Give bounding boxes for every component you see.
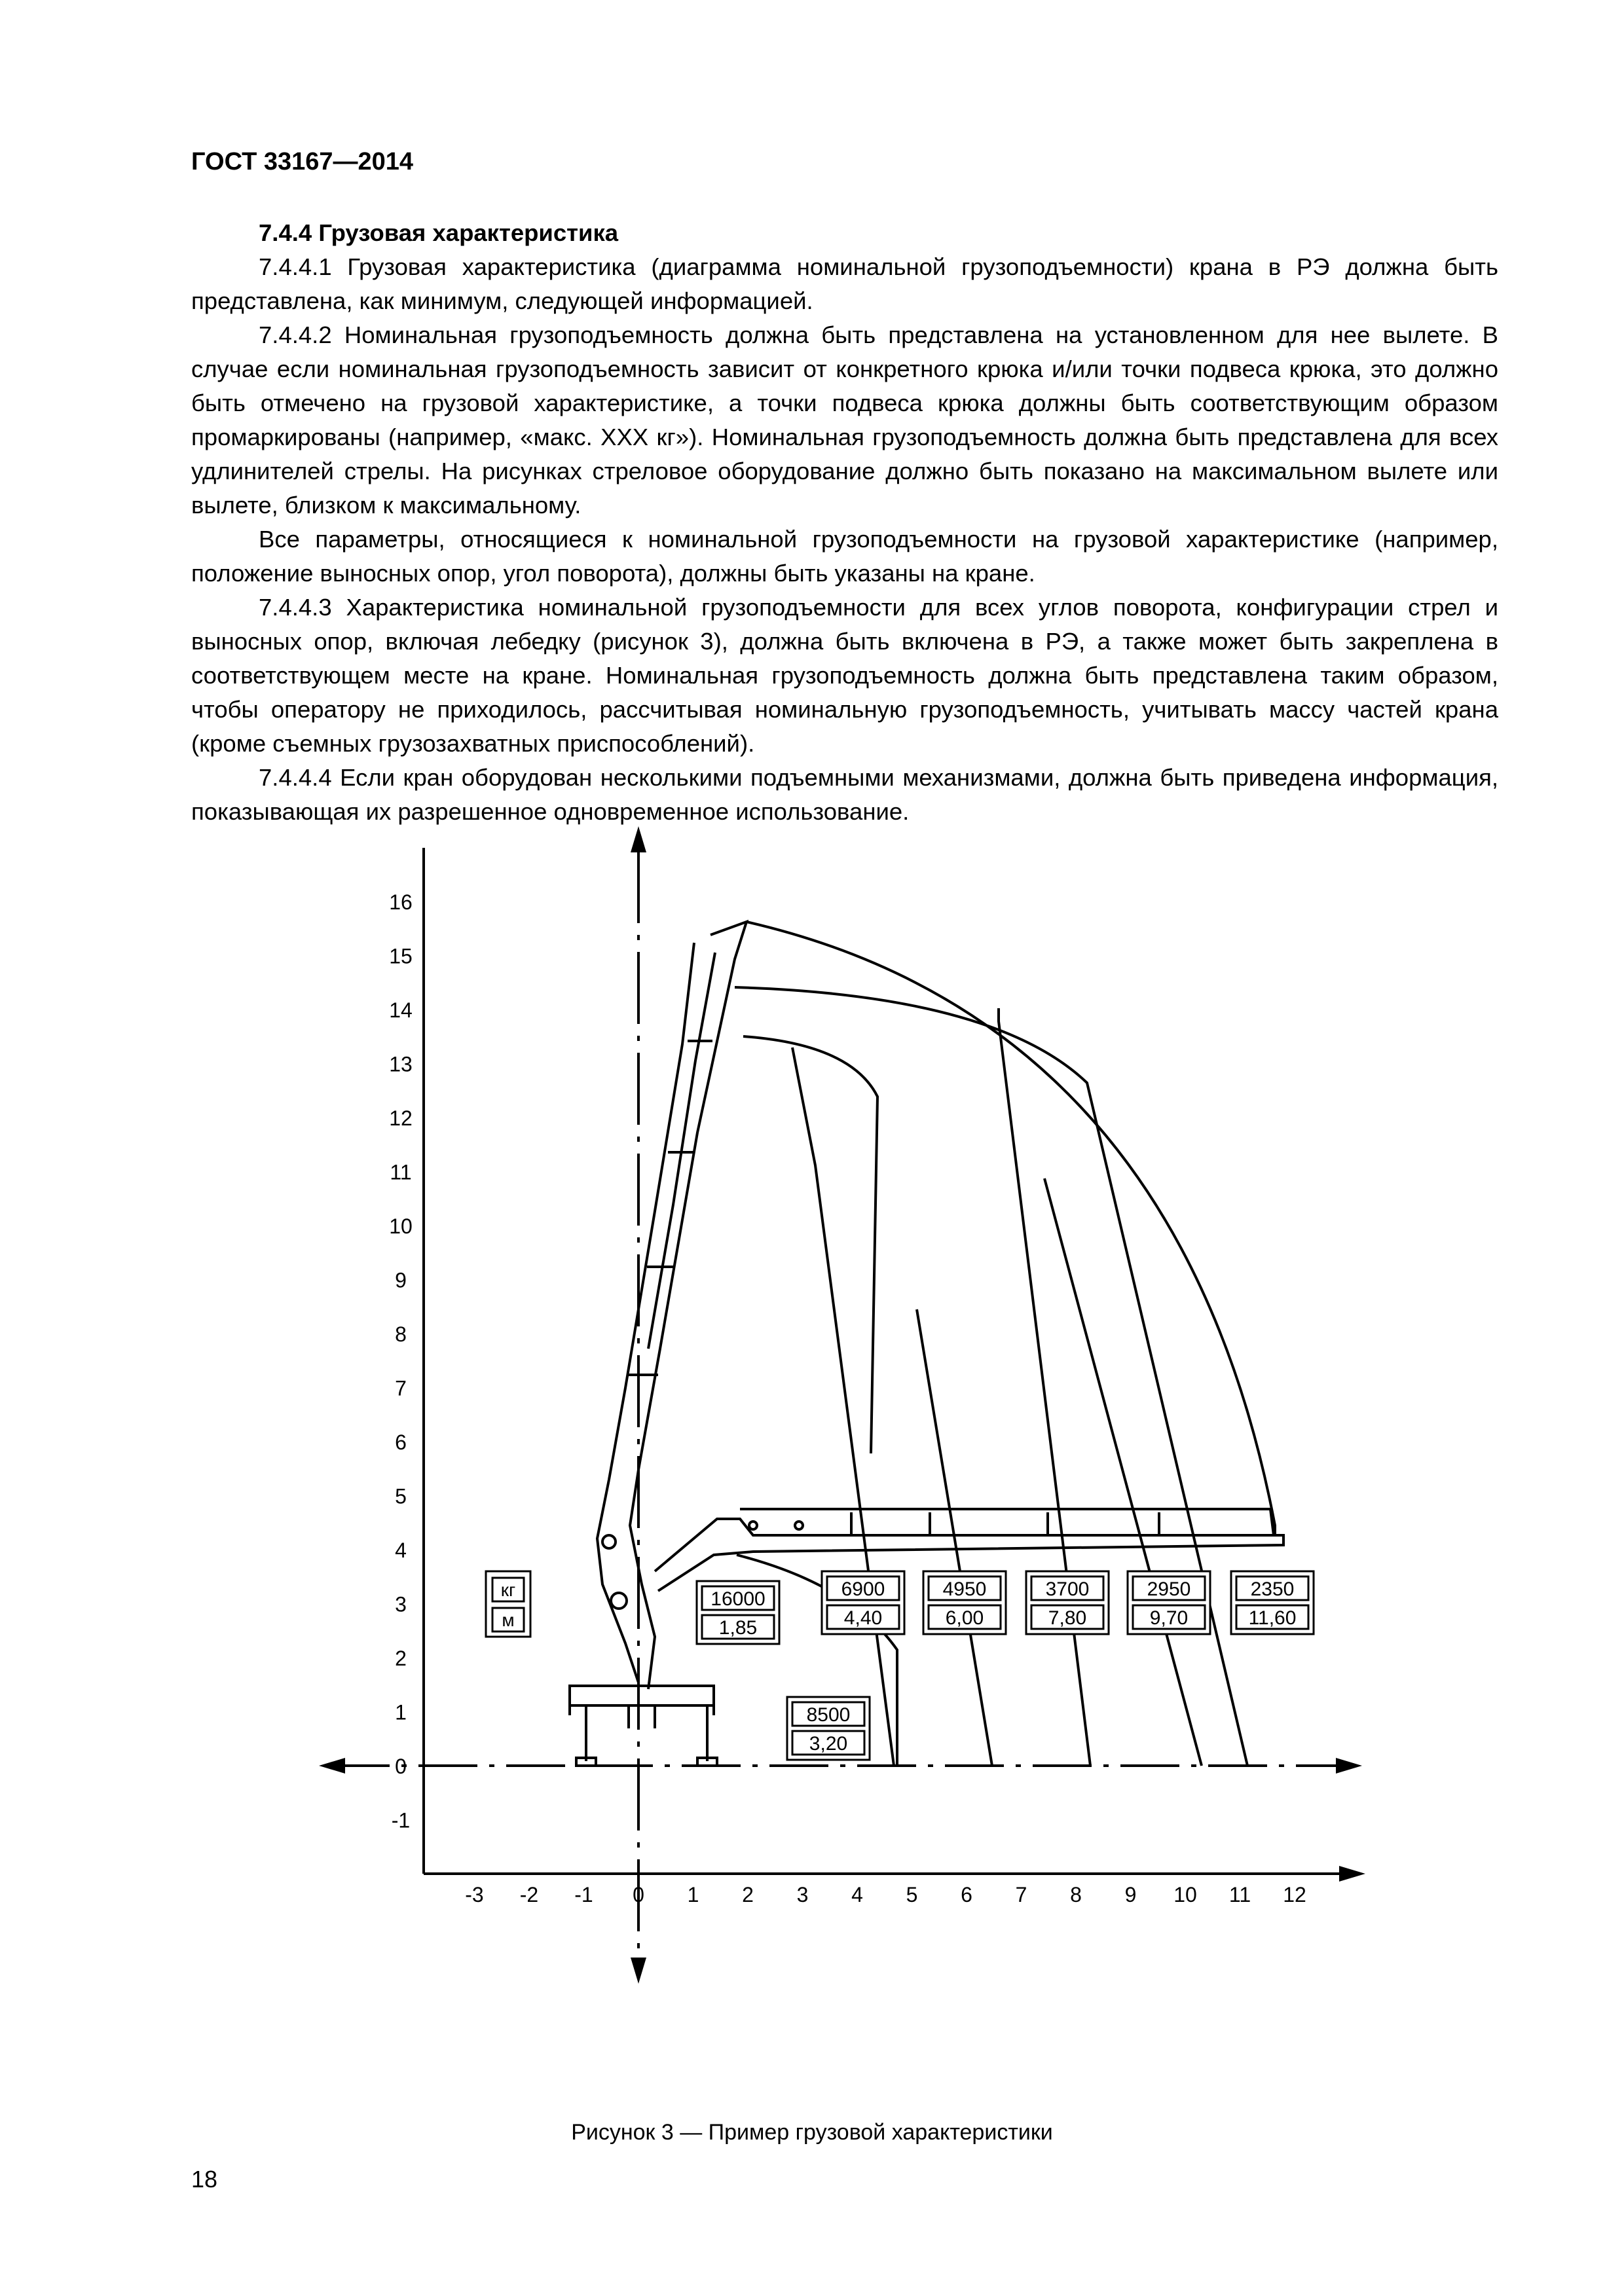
y-tick-label: 2 — [395, 1647, 407, 1670]
paragraph-7-4-4-1: 7.4.4.1 Грузовая характеристика (диаграмма номинальной грузоподъемности) крана в РЭ должна быть представлена, как минимум, следующей информацией. — [191, 253, 1498, 314]
radius-value: 4,40 — [843, 1607, 883, 1629]
paragraph-7-4-4-2: 7.4.4.2 Номинальная грузоподъемность должна быть представлена на установленном для нее вылете. В случае если номинальная грузоподъемность зависит от конкретного крюка и/или точки подвеса крюка, это должно быть отмечено на грузовой характеристике, а точки подвеса крюка должны быть соответствующим образом промаркированы (например, «макс. XXX кг»). Номинальная грузоподъемность должна быть представлена для всех удлинителей стрелы. На рисунках стреловое оборудование должно быть показано на максимальном вылете или вылете, близком к максимальному. — [191, 321, 1498, 519]
section-title: 7.4.4 Грузовая характеристика — [259, 219, 619, 246]
envelope-5 — [999, 1008, 1090, 1766]
x-tick-label: 6 — [961, 1883, 972, 1906]
paragraph-7-4-4-4: 7.4.4.4 Если кран оборудован несколькими подъемными механизмами, должна быть приведена информация, показывающая их разрешенное одновременное использование. — [191, 764, 1498, 825]
load-value: 3700 — [1045, 1578, 1090, 1600]
x-tick-label: 2 — [742, 1883, 754, 1906]
arrow-up — [631, 826, 646, 852]
load-box — [1128, 1571, 1210, 1634]
y-tick-label: 16 — [389, 890, 413, 914]
radius-value: 7,80 — [1048, 1607, 1087, 1629]
x-tick-label: 3 — [796, 1883, 809, 1906]
outer-envelope — [747, 922, 1275, 1535]
y-tick-label: 13 — [389, 1052, 413, 1076]
legend-radius-unit: м — [502, 1610, 515, 1630]
load-value: 16000 — [710, 1588, 766, 1610]
arrow-left — [319, 1758, 345, 1774]
x-tick-label: 7 — [1015, 1883, 1027, 1906]
y-tick-label: 12 — [389, 1106, 413, 1130]
y-tick-label: 0 — [395, 1755, 407, 1778]
paragraph-parameters: Все параметры, относящиеся к номинальной грузоподъемности на грузовой характеристике (например, положение выносных опор, угол поворота), должны быть указаны на кране. — [191, 526, 1498, 587]
x-tick-label: 0 — [633, 1883, 644, 1906]
load-value: 6900 — [841, 1578, 885, 1600]
radius-value: 1,85 — [718, 1617, 758, 1639]
envelope-4 — [792, 1048, 894, 1766]
x-tick-label: 8 — [1070, 1883, 1082, 1906]
x-tick-label: 12 — [1283, 1883, 1306, 1906]
y-tick-label: -1 — [391, 1808, 411, 1832]
y-tick-labels — [389, 890, 413, 1832]
main-boom — [609, 922, 747, 1480]
load-value: 2950 — [1147, 1578, 1191, 1600]
x-tick-label: 4 — [851, 1883, 863, 1906]
arrow-right-ground — [1336, 1758, 1362, 1774]
legend-load-unit: кг — [500, 1580, 516, 1600]
load-box — [822, 1571, 904, 1634]
y-tick-label: 11 — [390, 1160, 412, 1184]
x-tick-label: -1 — [574, 1883, 593, 1906]
load-value: 4950 — [942, 1578, 987, 1600]
y-tick-label: 9 — [395, 1268, 407, 1292]
radius-value: 6,00 — [945, 1607, 984, 1629]
x-tick-labels — [465, 1883, 1306, 1906]
paragraph-7-4-4-3: 7.4.4.3 Характеристика номинальной грузоподъемности для всех углов поворота, конфигурации стрел и выносных опор, включая лебедку (рисунок 3), должна быть включена в РЭ, а также может быть закреплена в соответствующем месте на кране. Номинальная грузоподъемность должна быть представлена таким образом, чтобы оператору не приходилось, рассчитывая номинальную грузоподъемность, учитывать массу частей крана (кроме съемных грузозахватных приспособлений). — [191, 594, 1498, 757]
load-box — [923, 1571, 1006, 1634]
y-tick-label: 7 — [395, 1376, 407, 1400]
x-tick-label: 9 — [1124, 1883, 1137, 1906]
envelope-3 — [743, 1036, 877, 1453]
y-tick-label: 15 — [389, 944, 413, 968]
y-tick-label: 4 — [395, 1539, 407, 1562]
y-tick-label: 1 — [395, 1700, 407, 1724]
load-box — [1026, 1571, 1109, 1634]
load-value: 2350 — [1250, 1578, 1295, 1600]
arrow-right-axis — [1339, 1866, 1365, 1882]
document-header: ГОСТ 33167—2014 — [191, 148, 414, 175]
y-tick-label: 8 — [395, 1322, 407, 1346]
y-tick-label: 5 — [395, 1484, 407, 1508]
crane-column — [597, 1470, 655, 1689]
y-tick-label: 10 — [389, 1214, 413, 1238]
radius-value: 3,20 — [809, 1733, 848, 1755]
x-tick-label: 10 — [1173, 1883, 1197, 1906]
x-tick-label: -3 — [465, 1883, 484, 1906]
radius-value: 11,60 — [1248, 1607, 1297, 1629]
y-tick-label: 14 — [389, 998, 413, 1022]
load-box — [697, 1581, 779, 1644]
load-box — [1231, 1571, 1314, 1634]
load-boxes — [697, 1571, 1314, 1760]
x-tick-label: 1 — [687, 1883, 699, 1906]
figure-caption: Рисунок 3 — Пример грузовой характеристики — [571, 2120, 1053, 2145]
page-number: 18 — [191, 2166, 218, 2193]
arrow-down — [631, 1958, 646, 1984]
x-tick-label: -2 — [519, 1883, 539, 1906]
load-value: 8500 — [806, 1704, 851, 1726]
x-tick-label: 5 — [906, 1883, 918, 1906]
radius-value: 9,70 — [1149, 1607, 1189, 1629]
load-box — [787, 1697, 870, 1760]
y-tick-label: 3 — [395, 1592, 407, 1616]
y-tick-label: 6 — [395, 1430, 407, 1454]
crane-base — [570, 1686, 717, 1766]
envelope-7 — [917, 1309, 992, 1766]
x-tick-label: 11 — [1228, 1883, 1251, 1906]
